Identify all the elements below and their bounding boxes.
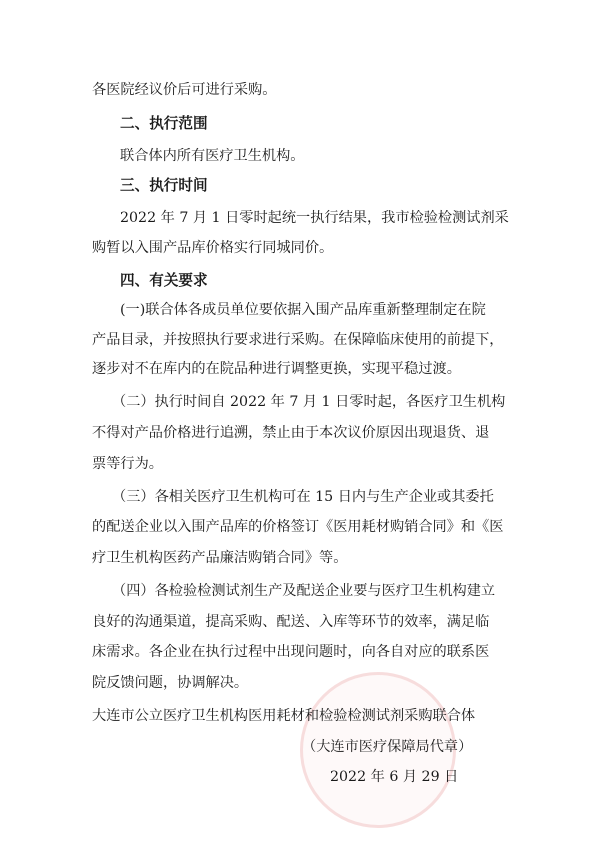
section-heading-scope: 二、执行范围 bbox=[120, 115, 208, 132]
signature-agent: （大连市医疗保障局代章） bbox=[302, 739, 473, 755]
body-line: 逐步对不在库内的在院品种进行调整更换，实现平稳过渡。 bbox=[92, 361, 461, 377]
body-line: 产品目录，并按照执行要求进行采购。在保障临床使用的前提下， bbox=[92, 332, 504, 348]
body-line: 联合体内所有医疗卫生机构。 bbox=[120, 148, 305, 164]
body-line: 2022 年 7 月 1 日零时起统一执行结果，我市检验检测试剂采 bbox=[120, 210, 509, 226]
body-line: （四）各检验检测试剂生产及配送企业要与医疗卫生机构建立 bbox=[112, 583, 496, 599]
body-line: 票等行为。 bbox=[92, 456, 163, 472]
body-line: 各医院经议价后可进行采购。 bbox=[92, 82, 277, 98]
body-line: 院反馈问题，协调解决。 bbox=[92, 675, 249, 691]
body-line: （三）各相关医疗卫生机构可在 15 日内与生产企业或其委托 bbox=[112, 489, 494, 505]
section-heading-requirements: 四、有关要求 bbox=[120, 272, 208, 289]
signature-organization: 大连市公立医疗卫生机构医用耗材和检验检测试剂采购联合体 bbox=[92, 708, 476, 724]
body-line: 床需求。各企业在执行过程中出现问题时，向各自对应的联系医 bbox=[92, 644, 490, 660]
body-line: 购暂以入围产品库价格实行同城同价。 bbox=[92, 240, 334, 256]
signature-date: 2022 年 6 月 29 日 bbox=[330, 769, 459, 785]
body-line: 不得对产品价格进行追溯，禁止由于本次议价原因出现退货、退 bbox=[92, 425, 490, 441]
body-line: （二）执行时间自 2022 年 7 月 1 日零时起，各医疗卫生机构 bbox=[112, 394, 506, 410]
body-line: 疗卫生机构医药产品廉洁购销合同》等。 bbox=[92, 550, 348, 566]
body-line: 良好的沟通渠道，提高采购、配送、入库等环节的效率，满足临 bbox=[92, 614, 490, 630]
body-line: (一)联合体各成员单位要依据入围产品库重新整理制定在院 bbox=[120, 302, 486, 318]
section-heading-time: 三、执行时间 bbox=[120, 177, 208, 194]
body-line: 的配送企业以入围产品库的价格签订《医用耗材购销合同》和《医 bbox=[92, 519, 504, 535]
